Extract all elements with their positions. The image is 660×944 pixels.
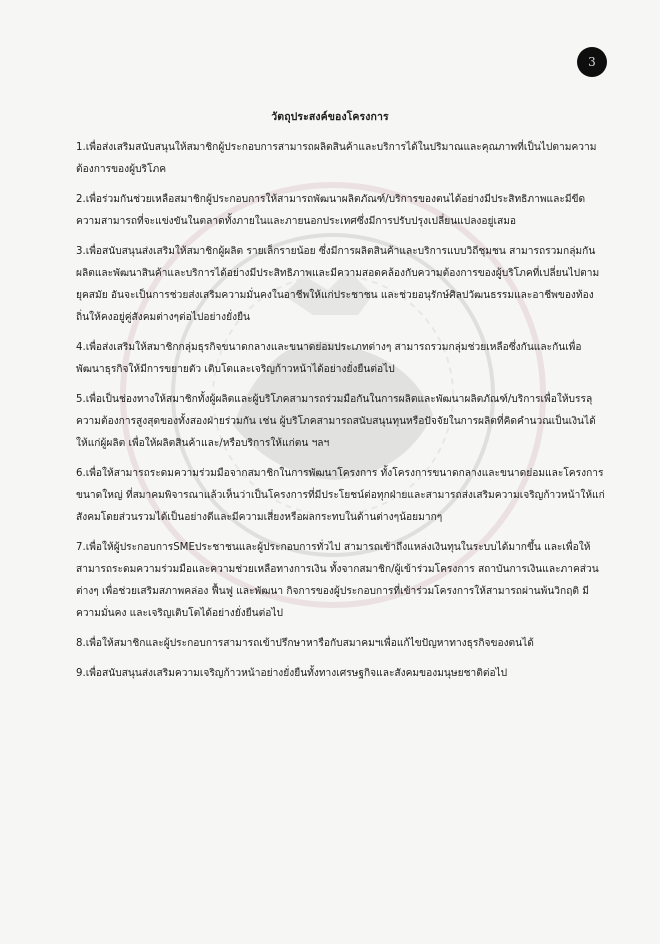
- objectives-list: [76, 137, 606, 693]
- objective-item-3: 3.เพื่อสนับสนุนส่งเสริมให้สมาชิกผู้ผลิต รายเล็กรายน้อย ซึ่งมีการผลิตสินค้าและบริการแบบวิถีชุมชน สามารถรวมกลุ่มกันผลิตและพัฒนาสินค้าและบริการได้อย่างมีประสิทธิภาพและมีความสอดคล้องกับความต้องการของผู้บริโภคที่เปลี่ยนไปตามยุคสมัย อันจะเป็นการช่วยส่งเสริมความมั่นคงในอาชีพให้แก่ประชาชน และช่วยอนุรักษ์ศิลปวัฒนธรรมและอาชีพของท้องถิ่นให้คงอยู่คู่สังคมต่างๆต่อไปอย่างยั่งยืน: [76, 246, 600, 323]
- page-title: วัตถุประสงค์ของโครงการ: [271, 111, 389, 123]
- objective-item-1: 1.เพื่อส่งเสริมสนับสนุนให้สมาชิกผู้ประกอบการสามารถผลิตสินค้าและบริการได้ในปริมาณและคุณภาพที่เป็นไปตามความต้องการของผู้บริโภค: [76, 142, 597, 175]
- objective-item-4: 4.เพื่อส่งเสริมให้สมาชิกกลุ่มธุรกิจขนาดกลางและขนาดย่อมประเภทต่างๆ สามารถรวมกลุ่มช่วยเหลือซึ่งกันและกันเพื่อพัฒนาธุรกิจให้มีการขยายตัว เติบโตและเจริญก้าวหน้าได้อย่างยั่งยืนต่อไป: [76, 342, 582, 375]
- objective-item-9: 9.เพื่อสนับสนุนส่งเสริมความเจริญก้าวหน้าอย่างยั่งยืนทั้งทางเศรษฐกิจและสังคมของมนุษยชาติต่อไป: [76, 668, 508, 679]
- page-number-badge: 3: [577, 47, 607, 77]
- objective-item-8: 8.เพื่อให้สมาชิกและผู้ประกอบการสามารถเข้าปรึกษาหารือกับสมาคมฯเพื่อแก้ไขปัญหาทางธุรกิจของตนได้: [76, 638, 534, 649]
- objective-item-7: 7.เพื่อให้ผู้ประกอบการSMEประชาชนและผู้ประกอบการทั่วไป สามารถเข้าถึงแหล่งเงินทุนในระบบได้มากขึ้น และเพื่อให้สามารถระดมความร่วมมือและความช่วยเหลือทางการเงิน ทั้งจากสมาชิก/ผู้เข้าร่วมโครงการ สถาบันการเงินและภาคส่วนต่างๆ เพื่อช่วยเสริมสภาพคล่อง ฟื้นฟู และพัฒนา กิจการของผู้ประกอบการที่เข้าร่วมโครงการให้สามารถผ่านพ้นวิกฤติ มีความมั่นคง และเจริญเติบโตได้อย่างยั่งยืนต่อไป: [76, 542, 599, 619]
- objective-item-2: 2.เพื่อร่วมกันช่วยเหลือสมาชิกผู้ประกอบการให้สามารถพัฒนาผลิตภัณฑ์/บริการของตนได้อย่างมีประสิทธิภาพและมีขีดความสามารถที่จะแข่งขันในตลาดทั้งภายในและภายนอกประเทศซึ่งมีการปรับปรุงเปลี่ยนแปลงอยู่เสมอ: [76, 194, 586, 227]
- objective-item-5: 5.เพื่อเป็นช่องทางให้สมาชิกทั้งผู้ผลิตและผู้บริโภคสามารถร่วมมือกันในการผลิตและพัฒนาผลิตภัณฑ์/บริการเพื่อให้บรรลุความต้องการสูงสุดของทั้งสองฝ่ายร่วมกัน เช่น ผู้บริโภคสามารถสนับสนุนทุนหรือปัจจัยในการผลิตที่คิดคำนวณเป็นเงินได้ให้แก่ผู้ผลิต เพื่อให้ผลิตสินค้าและ/หรือบริการให้แก่ตน ฯลฯ: [76, 394, 596, 449]
- objective-item-6: 6.เพื่อให้สามารถระดมความร่วมมือจากสมาชิกในการพัฒนาโครงการ ทั้งโครงการขนาดกลางและขนาดย่อมและโครงการขนาดใหญ่ ที่สมาคมพิจารณาแล้วเห็นว่าเป็นโครงการที่มีประโยชน์ต่อทุกฝ่ายและสามารถส่งเสริมความเจริญก้าวหน้าให้แก่สังคมโดยส่วนรวมได้เป็นอย่างดีและมีความเสี่ยงหรือผลกระทบในด้านต่างๆน้อยมากๆ: [76, 468, 605, 523]
